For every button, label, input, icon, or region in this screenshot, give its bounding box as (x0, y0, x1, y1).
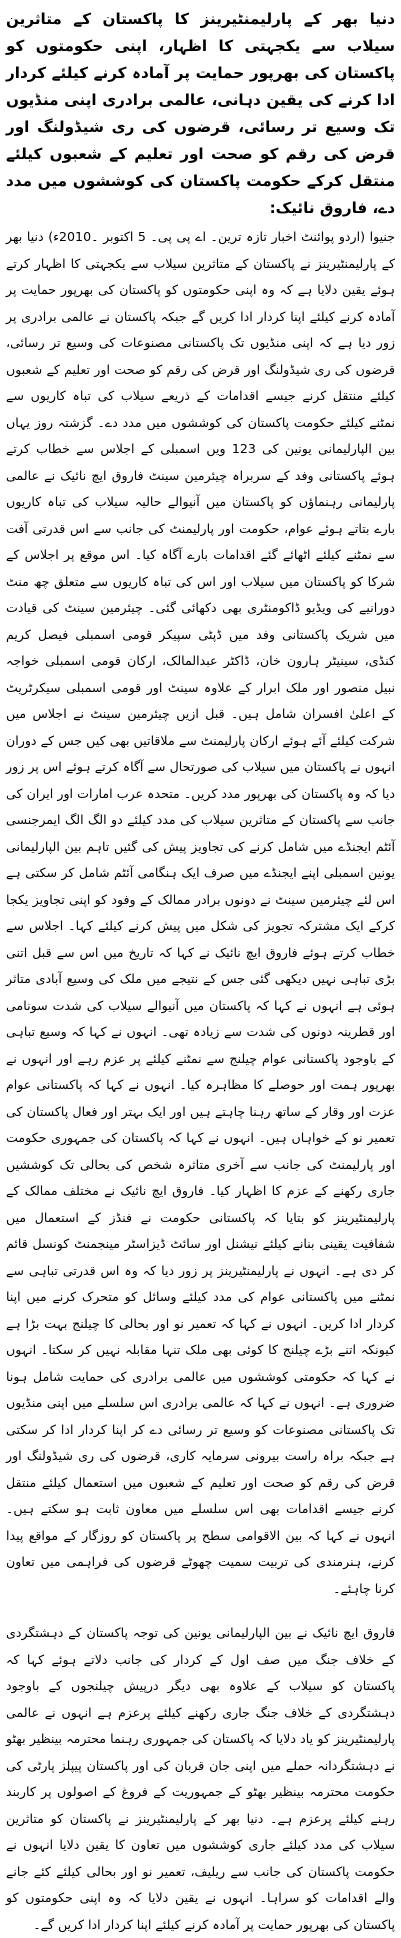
article-headline: دنیا بھر کے پارلیمنٹیرینز کا پاکستان کے متاثرین سیلاب سے یکجہتی کا اظہار، اپنی حکومتوں کو پاکستان کی بھرپور حمایت پر آمادہ کرنے کیلئے کردار ادا کرنے کی یقین دہانی، عالمی برادری اپنی منڈیوں تک وسیع تر رسائی، قرضوں کی ری شیڈولنگ اور قرض کی رقم کو صحت اور تعلیم کے شعبوں کیلئے منتقل کرکے حکومت پاکستان کی کوششوں میں مدد دے، فاروق نائیک: (6, 10, 395, 217)
article-paragraph-2: فاروق ایچ نائیک نے بین الپارلیمانی یونین کی توجہ پاکستان کے دہشتگردی کے خلاف جنگ میں صف اول کے کردار کی جانب دلاتے ہوئے کہا کہ پاکستان کو سیلاب کے علاوہ بھی دیگر درپیش چیلنجوں کے باوجود دہشتگردی کے خلاف جنگ جاری رکھنے کیلئے پرعزم ہے انہوں نے عالمی پارلیمنٹیرینز کو یاد دلایا کہ پاکستان کی جمہوری رہنما محترمہ بینظیر بھٹو نے دہشتگردانہ حملے میں اپنی جان قربان کی اور پاکستان پیپلز پارٹی کی حکومت محترمہ بینظیر بھٹو کے جمہوریت کے فروغ کے اصولوں پر کاربند رہنے کیلئے پرعزم ہے۔ دنیا بھر کے پارلیمنٹیرینز نے پاکستان کو متاثرین سیلاب کی مدد کیلئے جاری کوششوں میں تعاون کا یقین دلایا انہوں نے حکومت پاکستان کی جانب سے ریلیف، تعمیر نو اور بحالی کیلئے کئے جانے والے اقدامات کو سراہا۔ انہوں نے یقین دلایا کہ وہ اپنی حکومتوں کو پاکستان کی بھرپور حمایت پر آمادہ کرنے کیلئے اپنا کردار ادا کریں گے۔ (6, 1625, 395, 1932)
article-paragraph-1: جنیوا (اردو پوائنٹ اخبار تازہ ترین۔ اے پی پی۔ 5 اکتوبر ۔2010ء) دنیا بھر کے پارلیمنٹیرینز نے پاکستان کے متاثرین سیلاب سے یکجہتی کا اظہار کرتے ہوئے یقین دلایا ہے کہ وہ اپنی حکومتوں کو پاکستان کی بھرپور حمایت پر آمادہ کرنے کیلئے اپنا کردار ادا کریں گے جبکہ پاکستان نے عالمی برادری پر زور دیا ہے کہ اپنی منڈیوں تک پاکستانی مصنوعات کی وسیع تر رسائی، قرضوں کی ری شیڈولنگ اور قرض کی رقم کو صحت اور تعلیم کے شعبوں کیلئے منتقل کرنے جیسے اقدامات کے ذریعے سیلاب کی تباہ کاریوں سے نمٹنے کیلئے حکومت پاکستان کی کوششوں میں مدد دے۔ گزشتہ روز یہاں بین الپارلیمانی یونین کی 123 ویں اسمبلی کے اجلاس سے خطاب کرتے ہوئے پاکستانی وفد کے سربراہ چیئرمین سینٹ فاروق ایچ نائیک نے عالمی پارلیمانی رہنماؤں کو پاکستان میں آنیوالے حالیہ سیلاب کی تباہ کاریوں بارے بتاتے ہوئے عوام، حکومت اور پارلیمنٹ کی جانب سے اس قدرتی آفت سے نمٹنے کیلئے اٹھائے گئے اقدامات بارے آگاہ کیا۔ اس موقع پر اجلاس کے شرکا کو پاکستان میں سیلاب اور اس کی تباہ کاریوں سے متعلق چھ منٹ دورانیے کی ویڈیو ڈاکومنٹری بھی دکھائی گئی۔ چیئرمین سینٹ کی قیادت میں شریک پاکستانی وفد میں ڈپٹی سپیکر قومی اسمبلی فیصل کریم کنڈی، سینیٹر ہارون خان، ڈاکٹر عبدالمالک، ارکان قومی اسمبلی خواجہ نبیل منصور اور ملک ابرار کے علاوہ سینٹ اور قومی اسمبلی سیکرٹریٹ کے اعلیٰ افسران شامل ہیں۔ قبل ازیں چیئرمین سینٹ نے اجلاس میں شرکت کیلئے آئے ہوئے ارکان پارلیمنٹ سے ملاقاتیں بھی کیں جس کے دوران انہوں نے پاکستان میں سیلاب کی صورتحال سے آگاہ کرتے ہوئے اس پر زور دیا کہ وہ پاکستان کی بھرپور مدد کریں۔ متحدہ عرب امارات اور ایران کی جانب سے پاکستان کے متاثرین سیلاب کی مدد کیلئے دو الگ الگ ایمرجنسی آئٹم ایجنڈے میں شامل کرنے کی تجاویز پیش کی گئیں تاہم بین الپارلیمانی یونین اسمبلی اپنے ایجنڈے میں صرف ایک ہنگامی آئٹم شامل کر سکتی ہے اس لئے چیئرمین سینٹ نے دونوں برادر ممالک کے وفود کو اپنی تجاویز یکجا کرکے ایک مشترکہ تجویز کی شکل میں پیش کرنے کیلئے کہا۔ اجلاس سے خطاب کرتے ہوئے فاروق ایچ نائیک نے کہا کہ تاریخ میں اس سے قبل اتنی بڑی تباہی نہیں دیکھی گئی جس کے نتیجے میں ملک کی وسیع آبادی متاثر ہوئی ہے انہوں نے کہا کہ پاکستان میں آنیوالے سیلاب کی شدت سونامی اور قطرینہ دونوں کی شدت سے زیادہ تھی۔ انہوں نے کہا کہ وسیع تباہی کے باوجود پاکستانی عوام چیلنج سے نمٹنے کیلئے پر عزم رہے اور انہوں نے بھرپور ہمت اور حوصلے کا مظاہرہ کیا۔ انہوں نے کہا کہ پاکستانی عوام عزت اور وقار کے ساتھ رہنا چاہتے ہیں اور ایک بہتر اور فعال پاکستان کی تعمیر نو کے خواہاں ہیں۔ انہوں نے کہا کہ پاکستان کی جمہوری حکومت اور پارلیمنٹ کی جانب سے آخری متاثرہ شخص کی بحالی تک کوششیں جاری رکھنے کے عزم کا اظہار کیا۔ فاروق ایچ نائیک نے مختلف ممالک کے پارلیمنٹیرینز کو بتایا کہ پاکستانی حکومت نے فنڈز کے استعمال میں شفافیت یقینی بنانے کیلئے نیشنل اور سائٹ ڈیزاسٹر مینجمنٹ کونسل قائم کر دی ہے۔ انہوں نے پارلیمنٹیرینز پر زور دیا کہ وہ اس قدرتی تباہی سے نمٹنے میں پاکستانی عوام کی مدد کیلئے وسائل کو متحرک کرنے میں اپنا کردار ادا کریں۔ انہوں نے کہا کہ تعمیر نو اور بحالی کا چیلنج بہت بڑا ہے کیونکہ اتنے بڑے چیلنج کا کوئی بھی ملک تنہا مقابلہ نہیں کر سکتا۔ انہوں نے کہا کہ حکومتی کوششوں میں عالمی برادری کی حمایت شامل ہونا ضروری ہے۔ انہوں نے کہا کہ عالمی برادری اس سلسلے میں اپنی منڈیوں تک پاکستانی مصنوعات کو وسیع تر رسائی دے کر اپنا کردار ادا کر سکتی ہے جبکہ براہ راست بیرونی سرمایہ کاری، قرضوں کی ری شیڈولنگ اور قرض کی رقم کو صحت اور تعلیم کے شعبوں میں استعمال کیلئے منتقل کرنے جیسے اقدامات بھی اس سلسلے میں معاون ثابت ہو سکتے ہیں۔ انہوں نے کہا کہ بین الاقوامی سطح پر پاکستان کو روزگار کے مواقع پیدا کرنے، ہنرمندی کی تربیت سمیت چھوٹے قرضوں کی فراہمی میں تعاون کرنا چاہئے۔ (6, 229, 396, 1596)
